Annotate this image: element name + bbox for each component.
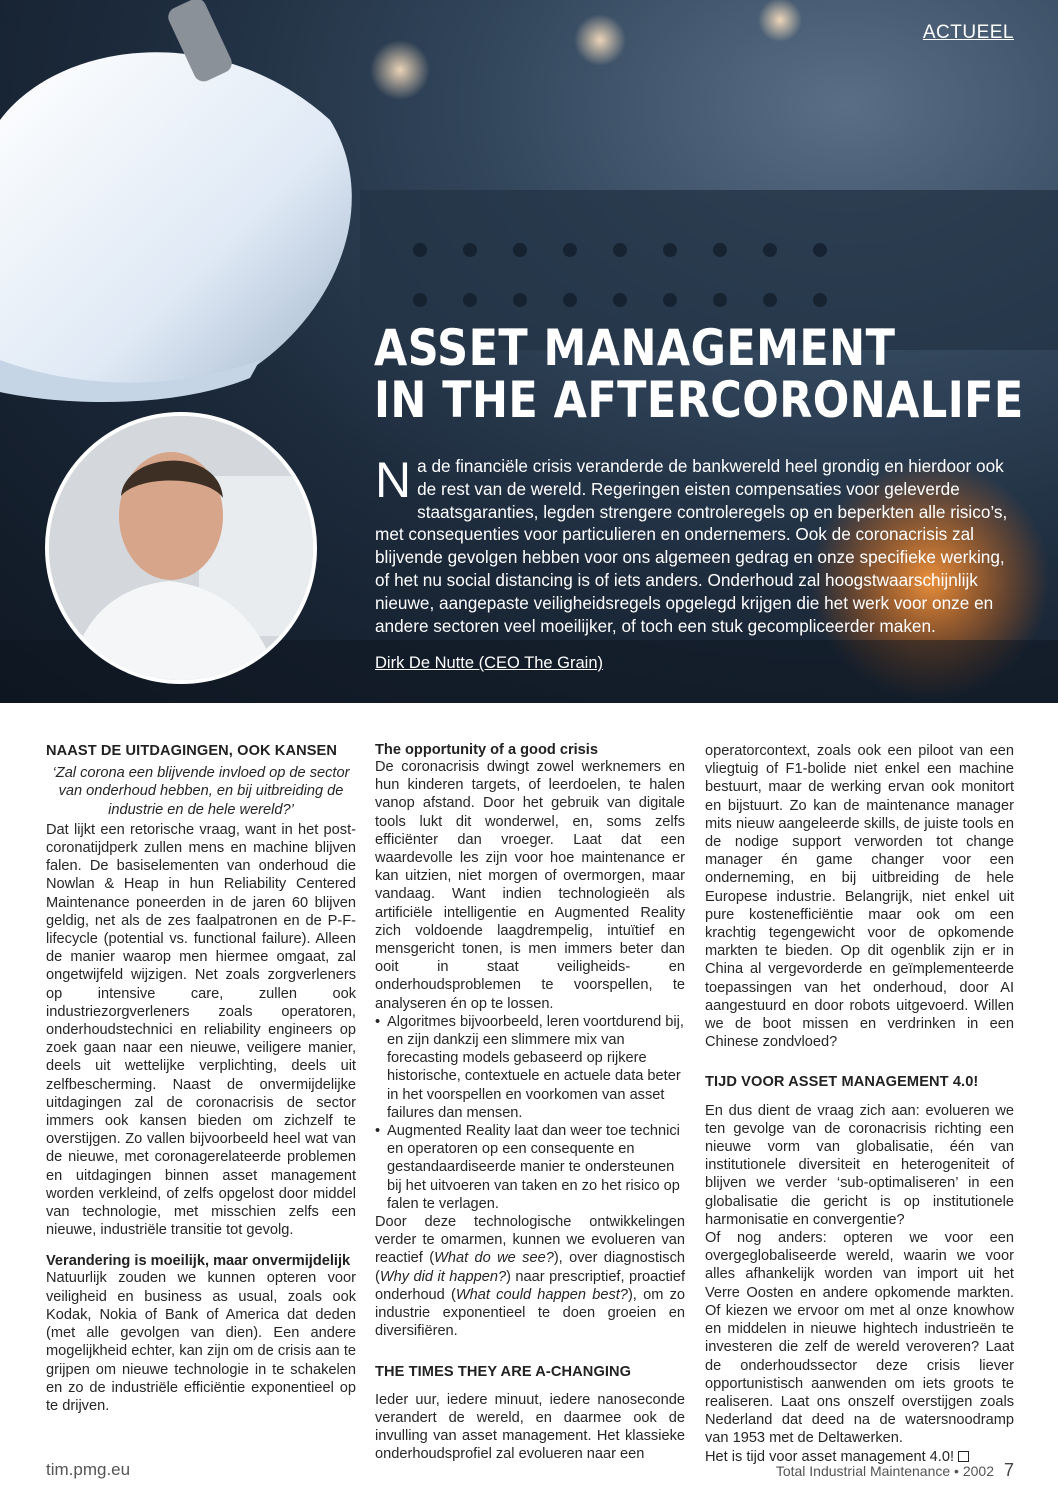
page-title — [374, 319, 1024, 429]
closing-line: Het is tijd voor asset management 4.0! — [705, 1448, 1014, 1466]
author-portrait — [45, 412, 317, 684]
title-line-2: IN THE AFTERCORONALIFE — [374, 371, 1024, 429]
pull-quote: ‘Zal corona een blijvende invloed op de sector van onderhoud hebben, en bij uitbreiding de industrie en de hele wereld?’ — [52, 765, 350, 818]
list-item: • Algoritmes bijvoorbeeld, leren voortdurend bij, en zijn dankzij een slimmere mix van forecasting models gebaseerd op rijkere historische, contextuele en actuele data beter in het voorspellen en voorkomen van asset failures dan mensen. — [385, 1013, 685, 1122]
portrait-image — [49, 416, 313, 680]
paragraph: En dus dient de vraag zich aan: evolueren we ten gevolge van de coronacrisis richting een nieuwe vorm van globalisatie, één van institutionele diversiteit en heterogeniteit of blijven we verder ‘sub-optimaliseren’ in een globalisatie die gericht is op institutionele harmonisatie en convergentie? — [705, 1102, 1014, 1228]
title-line-1: ASSET MANAGEMENT — [374, 319, 896, 377]
footer-site[interactable]: tim.pmg.eu — [46, 1460, 131, 1479]
footer-magazine — [776, 1460, 1014, 1481]
column-3 — [705, 742, 1014, 1466]
magazine-name: Total Industrial Maintenance • 2002 — [775, 1463, 994, 1479]
paragraph: Door deze technologische ontwikkelingen verder te omarmen, kunnen we evolueren van reactief (What do we see?), over diagnostisch (Why did it happen?) naar prescriptief, proactief onderhoud (What could happen best?), om zo industrie exponentieel te doen groeien en diversifiëren. — [375, 1214, 685, 1340]
paragraph: De coronacrisis dwingt zowel werknemers en hun kinderen targets, of leerdoelen, te halen vanop afstand. Door het gebruik van digitale tools lukt dit wonderwel, en, soms zelfs efficiënter dan vroeger. Laat dat een waardevolle les zijn voor hoe maintenance er kan uitzien, niet morgen of overmorgen, maar vandaag. Want indien technologieën als artificiële intelligentie en Augmented Reality zich voldoende laagdrempelig, intuïtief en mensgericht tonen, is men immers beter dan ooit in staat veiligheids- en onderhoudsproblemen te voorspellen, te analyseren én op te lossen. — [375, 759, 685, 1012]
section-label[interactable]: ACTUEEL — [922, 22, 1014, 43]
author-credit[interactable]: Dirk De Nutte (CEO The Grain) — [375, 654, 604, 672]
hero-image — [0, 0, 1058, 703]
bullet-list — [375, 1013, 685, 1213]
intro-paragraph — [375, 452, 1015, 637]
heading-challenges: NAAST DE UITDAGINGEN, OOK KANSEN — [46, 743, 338, 759]
paragraph: Dat lijkt een retorische vraag, want in het post-coronatijdperk zullen mens en machine blijven falen. De basiselementen van onderhoud die Nowlan & Heap in hun Reliability Centered Maintenance poneerden in de jaren 60 blijven geldig, net als de zes faalpatronen en de P-F-lifecycle (potential vs. functional failure). Alleen de manier waarop men hiermee omgaat, zal ongetwijfeld wijzigen. Net zoals zorgverleners op intensive care, zullen ook industriezorgverleners zoals operatoren, onderhoudstechnici en reliability engineers op zoek gaan naar een nieuwe, veiligere manier, deels uit wettelijke verplichting, deels uit zelfbescherming. Naast de onvermijdelijke uitdagingen zal de coronacrisis de sector immers ook kansen bieden om zichzelf te overstijgen. Zo vallen bijvoorbeeld heel wat van de nieuwe, met coronagerelateerde problemen en uitdagingen binnen asset management worden verkleind, of zelfs opgelost door middel van technologie, met misschien zelfs een nieuwe, industriële transitie tot gevolg. — [46, 821, 356, 1239]
list-item: • Augmented Reality laat dan weer toe technici en operatoren op een consequente en gestandaardiseerde manier te ondersteunen bij het uitvoeren van taken en zo het risico op falen te verlagen. — [385, 1122, 685, 1213]
drop-cap: N — [375, 452, 412, 508]
heading-asset-management-4: TIJD VOOR ASSET MANAGEMENT 4.0! — [705, 1074, 979, 1091]
paragraph: Of nog anders: opteren we voor een overgeglobaliseerde wereld, waarin we voor alles afhankelijk worden van import uit het Verre Oosten en andere opkomende markten. Of kiezen we ervoor om met al onze knowhow en middelen in nieuwe hightech industrieën te investeren die zelf de wereld veroveren? Laat de onderhoudssector deze crisis liever opportunistisch aanwenden om iets groots te realiseren. Laat ons onszelf overstijgen zoals Nederland dat deed na de watersnoodramp van 1953 met de Deltawerken. — [705, 1230, 1014, 1447]
page-number: 7 — [1003, 1460, 1014, 1480]
subheading-change: Verandering is moeilijk, maar onvermijdelijk — [46, 1253, 351, 1270]
paragraph: Ieder uur, iedere minuut, iedere nanoseconde verandert de wereld, en daarmee ook de invulling van asset management. Het klassieke onderhoudsprofiel zal evolueren naar een — [375, 1391, 685, 1463]
intro-text: a de financiële crisis veranderde de bankwereld heel grondig en hierdoor ook de rest van de wereld. Regeringen eisten compensaties voor geleverde staatsgaranties, legden strengere controleregels op en beperkten alle risico’s, met consequenties voor particulieren en ondernemers. Ook de coronacrisis zal blijvende gevolgen hebben voor ons algemeen gedrag en onze specifieke werking, of het nu social distancing is of iets anders. Onderhoud zal hoogstwaarschijnlijk nieuwe, aangepaste veiligheidsregels opgelegd krijgen die het werk voor onze en andere sectoren veel moeilijker, of toch een stuk gecompliceerder maken. — [375, 456, 1008, 636]
heading-times: THE TIMES THEY ARE A-CHANGING — [375, 1363, 632, 1380]
subheading-opportunity: The opportunity of a good crisis — [375, 742, 598, 758]
paragraph: operatorcontext, zoals ook een piloot van een vliegtuig of F1-bolide niet enkel een machine bestuurt, maar de werking ervan ook monitort en bijstuurt. Zo kan de maintenance manager mits nieuw aangeleerde skills, de juiste tools en de nodige support verworden tot change manager én game changer voor een onderneming, en bij uitbreiding de hele Europese industrie. Belangrijk, niet enkel uit pure kostenefficiëntie maar ook om een krachtig tegengewicht voor de opkomende markten te bieden. Op dit ogenblik zijn er in China al vergevorderde en geïmplementeerde toepassingen van het onderhoud, door AI aangestuurd en door robots uitgevoerd. Willen we de boot missen en verdrinken in een Chinese zondvloed? — [705, 743, 1014, 1051]
column-1 — [46, 742, 356, 1415]
paragraph: Natuurlijk zouden we kunnen opteren voor veiligheid en business as usual, zoals ook Kodak, Nokia of Bank of America dat deden (met alle gevolgen van dien). Een andere mogelijkheid echter, kan zijn om de crisis aan te grijpen om nieuwe technologie in te schakelen en zo de industriële efficiëntie exponentieel op te drijven. — [46, 1270, 356, 1414]
column-2 — [375, 742, 685, 1464]
